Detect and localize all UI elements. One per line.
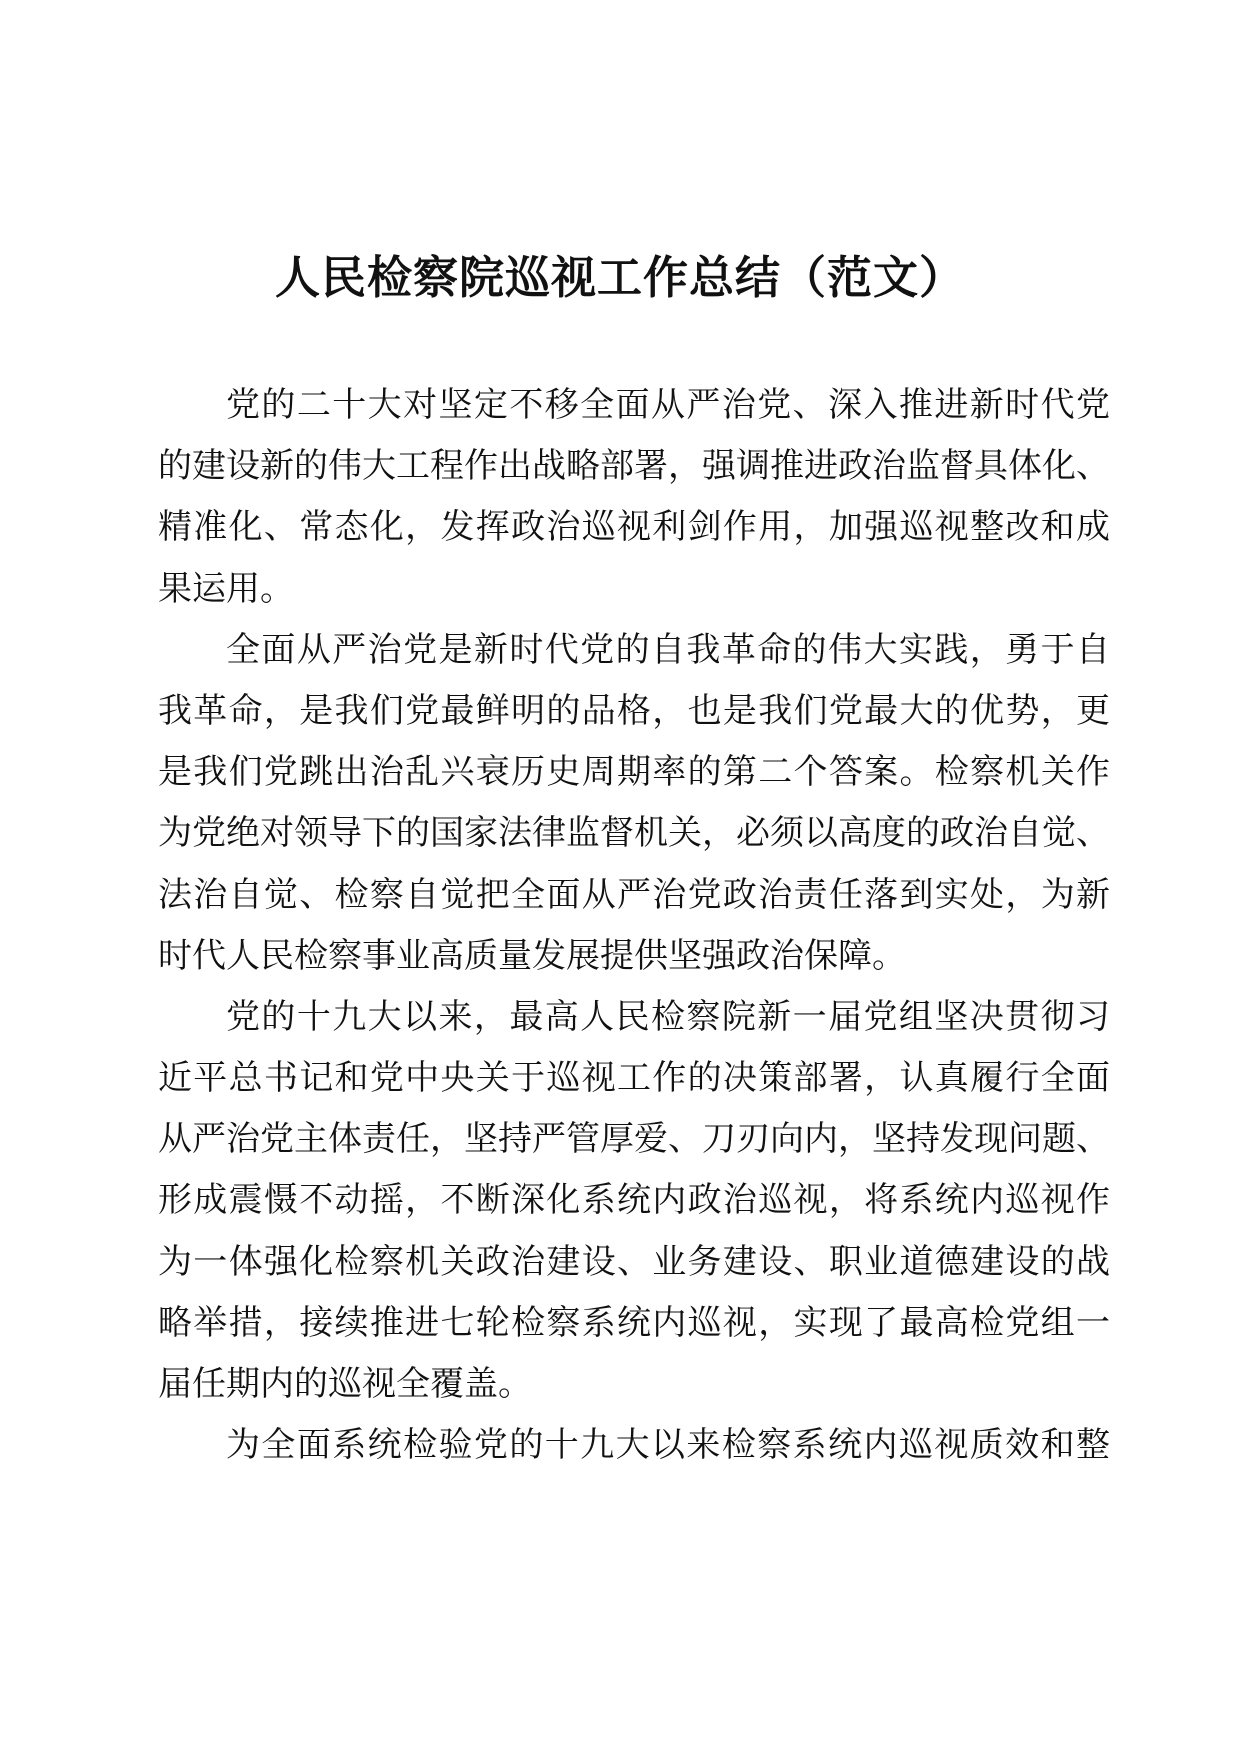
text-line: 是我们党跳出治乱兴衰历史周期率的第二个答案。检察机关作 [158,752,1110,793]
text-line: 果运用。 [158,568,294,609]
text-line: 党的二十大对坚定不移全面从严治党、深入推进新时代党 [226,385,1110,425]
text-line: 从严治党主体责任，坚持严管厚爱、刀刃向内，坚持发现问题、 [158,1119,1110,1160]
paragraph-4 [158,1415,1110,1476]
document-title: 人民检察院巡视工作总结（范文） [274,251,965,304]
text-line: 我革命，是我们党最鲜明的品格，也是我们党最大的优势，更 [158,690,1110,731]
text-line: 为全面系统检验党的十九大以来检察系统内巡视质效和整 [226,1425,1110,1466]
document-body [158,375,1110,1476]
text-line: 的建设新的伟大工程作出战略部署，强调推进政治监督具体化、 [158,446,1110,487]
text-line: 近平总书记和党中央关于巡视工作的决策部署，认真履行全面 [158,1058,1110,1099]
paragraph-2 [158,620,1110,987]
text-line: 形成震慑不动摇，不断深化系统内政治巡视，将系统内巡视作 [158,1180,1110,1221]
paragraph-3 [158,987,1110,1415]
text-line: 全面从严治党是新时代党的自我革命的伟大实践，勇于自 [226,629,1110,670]
text-line: 为一体强化检察机关政治建设、业务建设、职业道德建设的战 [158,1241,1110,1282]
text-line: 届任期内的巡视全覆盖。 [158,1364,532,1404]
text-line: 略举措，接续推进七轮检察系统内巡视，实现了最高检党组一 [158,1302,1110,1343]
text-line: 精准化、常态化，发挥政治巡视利剑作用，加强巡视整改和成 [158,507,1110,548]
text-line: 法治自觉、检察自觉把全面从严治党政治责任落到实处，为新 [158,874,1110,915]
text-line: 为党绝对领导下的国家法律监督机关，必须以高度的政治自觉、 [158,813,1110,854]
paragraph-1 [158,375,1110,620]
text-line: 党的十九大以来，最高人民检察院新一届党组坚决贯彻习 [226,996,1110,1037]
text-line: 时代人民检察事业高质量发展提供坚强政治保障。 [158,935,906,976]
